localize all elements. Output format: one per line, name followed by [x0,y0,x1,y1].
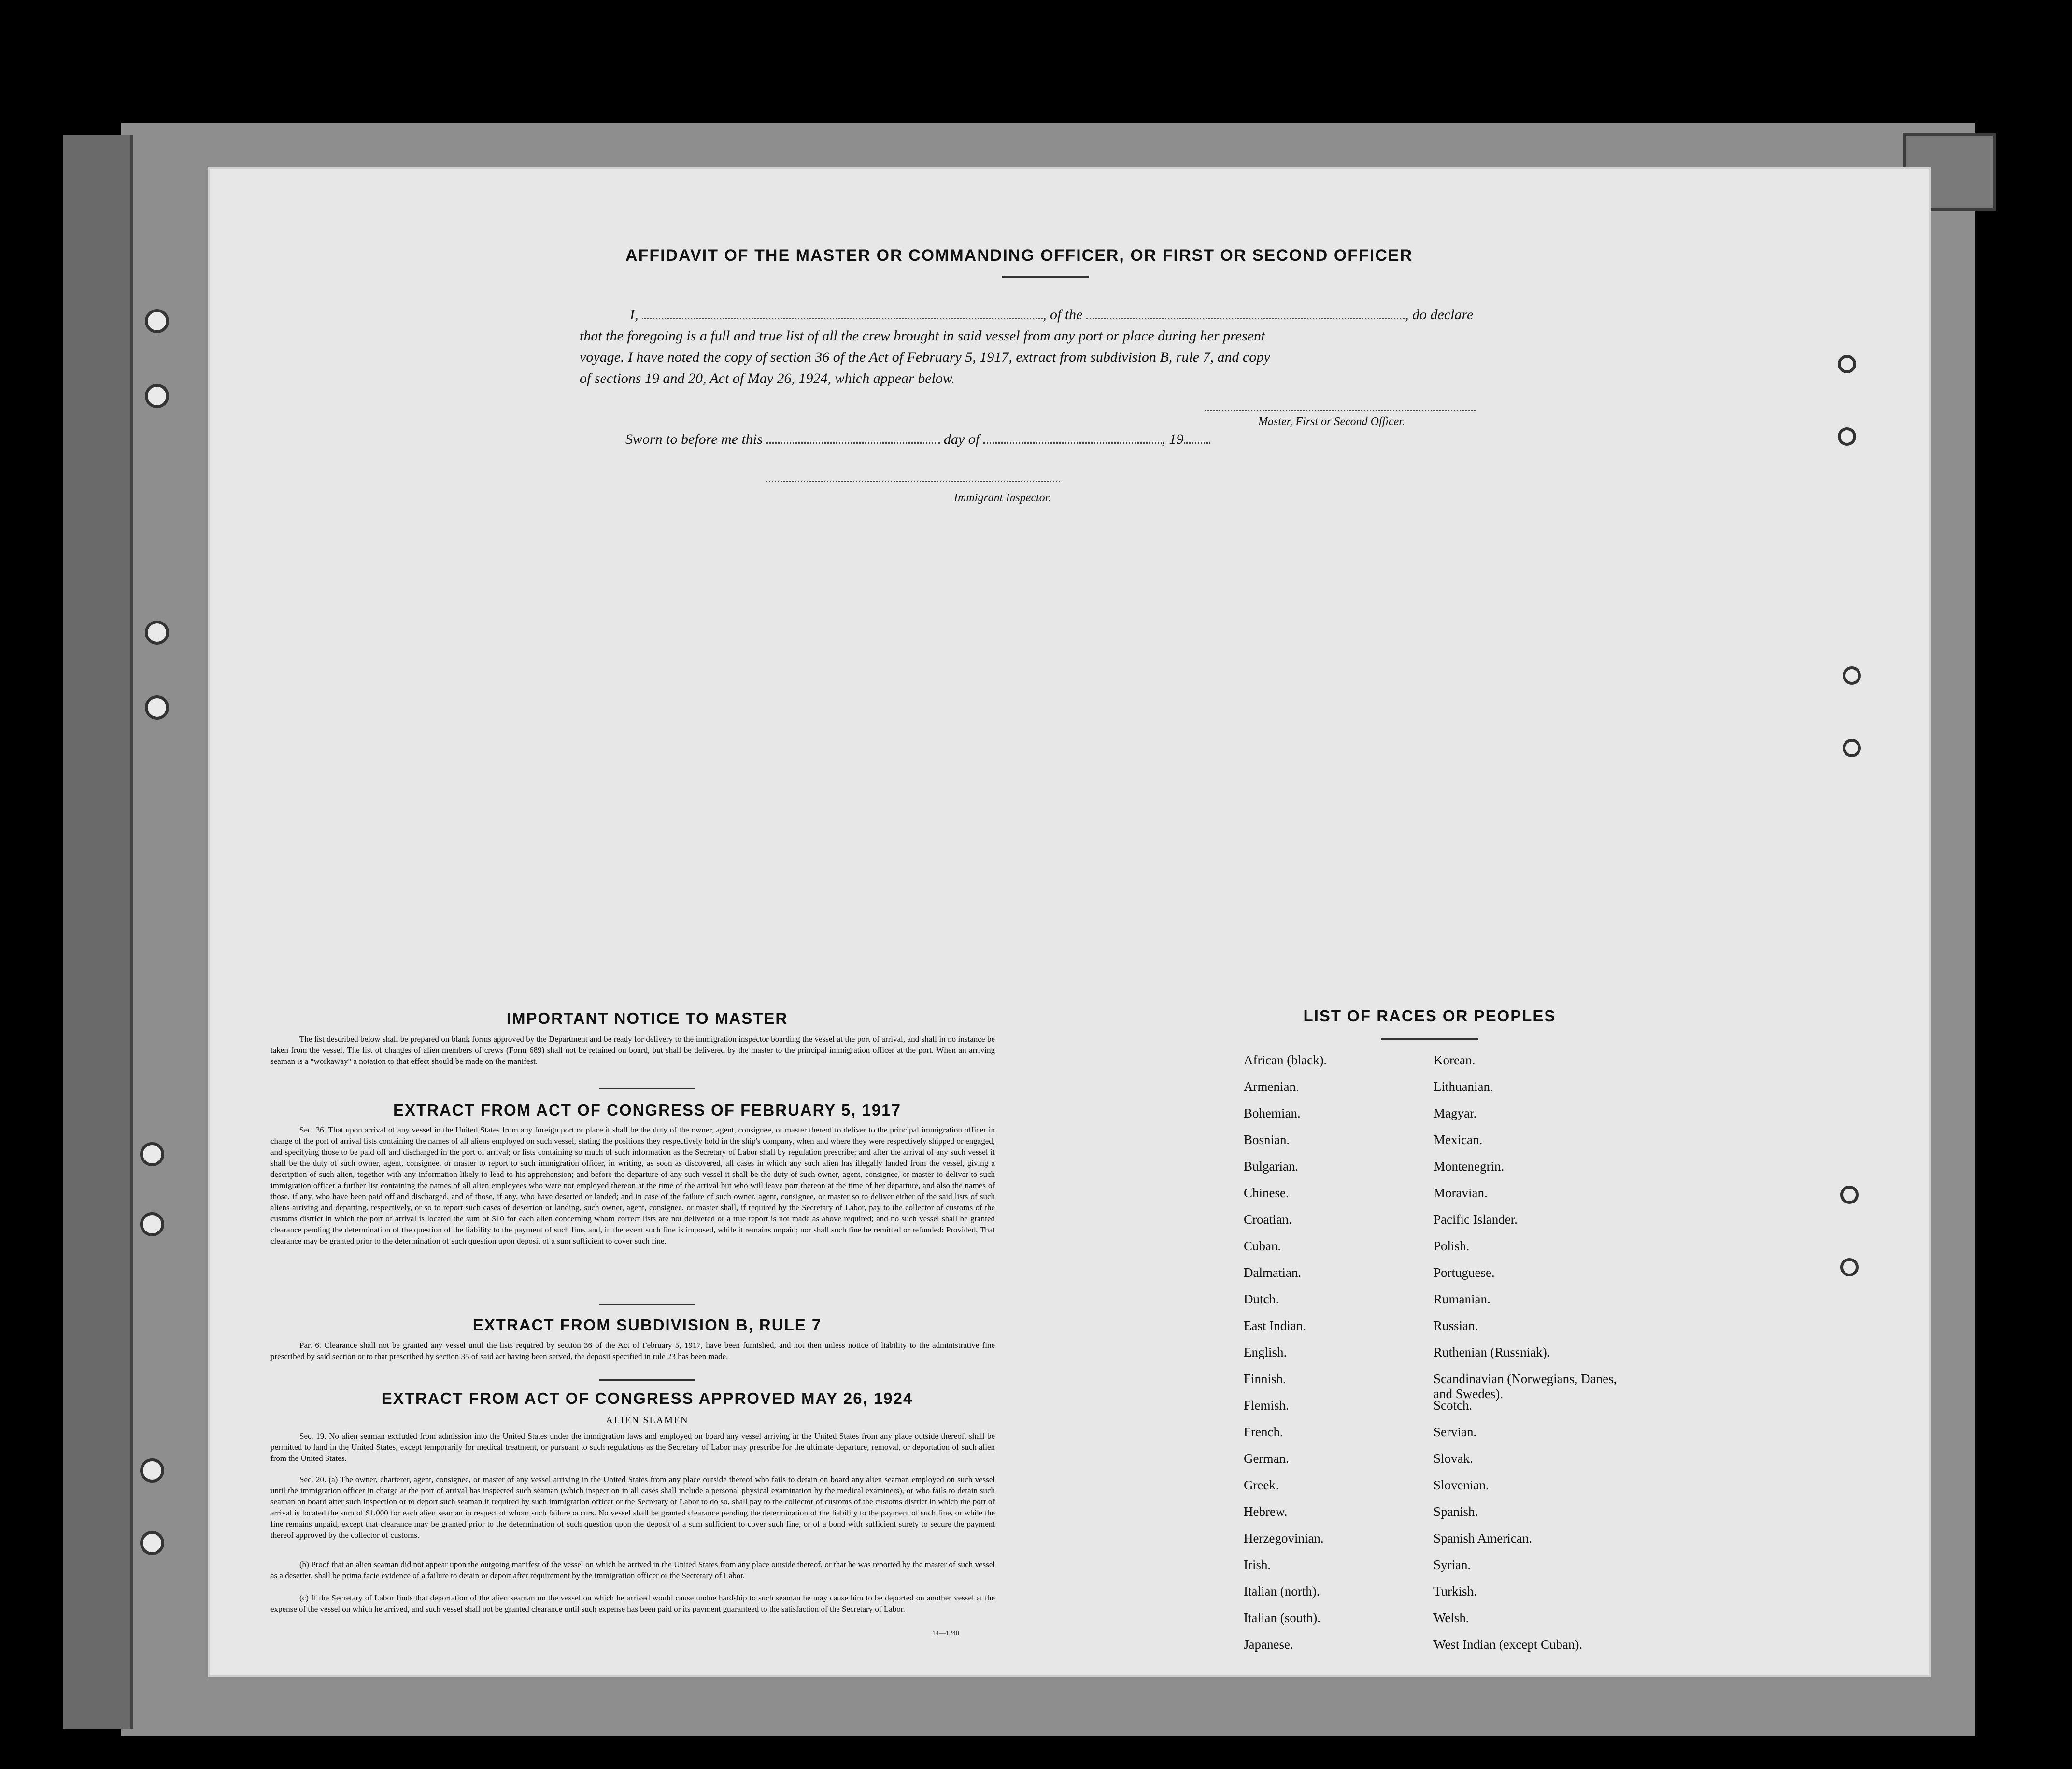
punch-hole [1838,427,1856,446]
race-item: Cuban. [1244,1239,1281,1253]
race-item: Ruthenian (Russniak). [1433,1345,1550,1359]
race-item: Bosnian. [1244,1132,1290,1147]
sworn-label: Sworn to before me this [625,431,763,447]
race-item: Chinese. [1244,1186,1289,1200]
punch-hole [145,309,169,333]
race-item: Irish. [1244,1557,1271,1572]
race-item: Flemish. [1244,1398,1289,1413]
affidavit-body [580,304,1517,389]
race-item: Greek. [1244,1478,1279,1492]
master-signature-line[interactable] [1205,410,1476,411]
affidavit-line-4: of sections 19 and 20, Act of May 26, 1924, which appear below. [580,370,955,386]
race-item: Japanese. [1244,1637,1293,1652]
alien-seamen-subtitle: ALIEN SEAMEN [606,1415,689,1426]
race-item: Mexican. [1433,1132,1483,1147]
affidavit-line-2: that the foregoing is a full and true list of all the crew brought in said vessel from any port or place during her present [580,328,1265,344]
race-item: East Indian. [1244,1318,1306,1333]
sec20c-text: (c) If the Secretary of Labor finds that deportation of the alien seaman on the vessel on which he arrived would cause undue hardship to such seaman he may cause him to be deported on another vessel at the expense of the vessel on which he arrived, and such vessel shall not be granted clearance until such expense has been paid or its payment guaranteed to the satisfaction of the Secretary of Labor. [270,1593,995,1613]
inspector-signature-line[interactable] [766,481,1060,482]
punch-hole [1843,666,1861,685]
race-item: Bohemian. [1244,1106,1301,1120]
race-item: Finnish. [1244,1372,1286,1386]
punch-hole [1843,739,1861,757]
affidavit-of-the: , of the [1043,307,1083,323]
punch-hole [1838,355,1856,373]
race-item: Welsh. [1433,1611,1469,1625]
punch-hole [145,695,169,720]
race-item: Portuguese. [1433,1265,1495,1280]
sec19-text: Sec. 19. No alien seaman excluded from admission into the United States under the immigration laws and employed on board any vessel arriving in the United States from any place outside thereof, shall be permitted to land in the United States, except temporarily for medical treatment, or pursuant to such regulations as the Secretary of Labor may prescribe for the ultimate departure, removal, or deportation of such alien from the United States. [270,1431,995,1463]
sworn-date-blank[interactable] [766,442,940,444]
binder-hole [38,637,61,661]
race-item: English. [1244,1345,1287,1359]
race-item: Scandinavian (Norwegians, Danes, and Swedes). [1433,1372,1617,1401]
divider [1381,1038,1478,1040]
affidavit-i: I, [630,307,639,323]
affidavit-line-3: voyage. I have noted the copy of section 36 of the Act of February 5, 1917, extract from subdivision B, rule 7, and copy [580,349,1270,365]
race-item: Scotch. [1433,1398,1473,1413]
races-column-2 [1433,1053,1636,1664]
race-item: Moravian. [1433,1186,1488,1200]
race-item: Armenian. [1244,1079,1299,1094]
race-item: Korean. [1433,1053,1476,1067]
sec20b-text: (b) Proof that an alien seaman did not appear upon the outgoing manifest of the vessel on which he arrived in the United States from any place outside thereof, or that he was reported by the master of such vessel as a deserter, shall be prima facie evidence of a failure to detain or deport after requirement by the immigration officer or the Secretary of Labor. [270,1560,995,1580]
race-item: Croatian. [1244,1212,1292,1227]
binder-hole [38,391,61,414]
notice-title: IMPORTANT NOTICE TO MASTER [506,1009,788,1027]
race-item: African (black). [1244,1053,1327,1067]
race-item: Herzegovinian. [1244,1531,1324,1545]
name-blank[interactable] [642,318,1043,319]
punch-hole [140,1531,164,1555]
punch-hole [140,1142,164,1166]
form-number: 14—1240 [932,1630,959,1637]
race-item: Magyar. [1433,1106,1477,1120]
divider [1002,276,1089,278]
binder-hole [38,705,61,728]
affidavit-declare: , do declare [1405,307,1474,323]
race-item: Slovenian. [1433,1478,1489,1492]
race-item: Pacific Islander. [1433,1212,1518,1227]
sworn-month-blank[interactable] [983,442,1162,444]
race-item: Turkish. [1433,1584,1477,1599]
punch-hole [1840,1186,1859,1204]
divider [599,1379,695,1381]
race-item: Montenegrin. [1433,1159,1504,1174]
race-item: Dutch. [1244,1292,1279,1306]
binder-hole [38,319,61,342]
binder-strip [63,135,133,1729]
punch-hole [140,1458,164,1483]
sworn-year-blank[interactable] [1184,442,1210,444]
race-item: Spanish American. [1433,1531,1532,1545]
race-item: German. [1244,1451,1289,1466]
divider [599,1088,695,1089]
rule7-text: Par. 6. Clearance shall not be granted any vessel until the lists required by section 36 of the Act of February 5, 1917, have been furnished, and not then unless notice of liability to the administrative fine prescribed by said section or to that prescribed by section 35 of said act having been served, the deposit specified in rule 23 has been made. [270,1341,995,1361]
punch-hole [145,384,169,408]
race-item: Polish. [1433,1239,1470,1253]
rule7-title: EXTRACT FROM SUBDIVISION B, RULE 7 [472,1316,822,1334]
races-title: LIST OF RACES OR PEOPLES [1303,1007,1556,1025]
race-item: Slovak. [1433,1451,1473,1466]
master-signature-label: Master, First or Second Officer. [1258,415,1405,428]
race-item: Dalmatian. [1244,1265,1302,1280]
race-item: Rumanian. [1433,1292,1490,1306]
race-item: Syrian. [1433,1557,1471,1572]
races-column-1 [1244,1053,1418,1664]
extract-1924-title: EXTRACT FROM ACT OF CONGRESS APPROVED MAY 26, 1924 [381,1389,913,1407]
race-item: Bulgarian. [1244,1159,1299,1174]
divider [599,1304,695,1305]
race-item: Servian. [1433,1425,1477,1439]
punch-hole [1840,1258,1859,1276]
race-item: West Indian (except Cuban). [1433,1637,1583,1652]
inspector-label: Immigrant Inspector. [954,492,1051,504]
race-item: Italian (north). [1244,1584,1320,1599]
year-label: , 19 [1162,431,1184,447]
sec20a-text: Sec. 20. (a) The owner, charterer, agent, consignee, or master of any vessel arriving in the United States from any place outside thereof who fails to detain on board any alien seaman employed on such vessel until the immigration officer in charge at the port of arrival has inspected such seaman (which inspection in all cases shall include a personal physical examination by the medical examiners), or who fails to detain such seaman on board after such inspection or to deport such seaman if required by such immigration officer or the Secretary of Labor to do so, shall pay to the collector of customs of the customs district in which the port of arrival is located the sum of $1,000 for each alien seaman in respect of whom such failure occurs. No vessel shall be granted clearance pending the determination of the liability to the payment of such fine, or while the fine remains unpaid, except that clearance may be granted prior to the determination of such question upon the deposit of a sum sufficient to cover such fine, or of a bond with sufficient surety to secure the payment thereof approved by the collector of customs. [270,1475,995,1540]
race-item: French. [1244,1425,1283,1439]
race-item: Spanish. [1433,1504,1478,1519]
punch-hole [140,1212,164,1236]
race-item: Italian (south). [1244,1611,1320,1625]
race-item: Hebrew. [1244,1504,1288,1519]
affidavit-title: AFFIDAVIT OF THE MASTER OR COMMANDING OFFICER, OR FIRST OR SECOND OFFICER [625,246,1413,265]
notice-text: The list described below shall be prepared on blank forms approved by the Department and be ready for delivery to the immigration inspector boarding the vessel at the port of arrival, and shall in no instance be taken from the vessel. The list of changes of alien members of crews (Form 689) shall not be retained on board, but shall be delivered by the master to the principal immigration officer at the port. When an arriving seaman is a "workaway" a notation to that effect should be made on the manifest. [270,1034,995,1066]
race-item: Russian. [1433,1318,1478,1333]
extract-1917-title: EXTRACT FROM ACT OF CONGRESS OF FEBRUARY 5, 1917 [393,1101,901,1119]
vessel-blank[interactable] [1086,318,1405,319]
punch-hole [145,621,169,645]
extract-1917-text: Sec. 36. That upon arrival of any vessel in the United States from any foreign port or place it shall be the duty of the owner, agent, consignee, or master thereof to deliver to the principal immigration officer in charge of the port of arrival lists containing the names of all aliens employed on such vessel, stating the positions they respectively hold in the ship's company, when and where they were respectively shipped or engaged, and specifying those to be paid off and discharged in the port of arrival; or lists containing so much of such information as the Secretary of Labor shall by regulation prescribe; and after the arrival of any such vessel it shall be the duty of such owner, agent, consignee, or master to report to such immigration officer, in writing, as soon as discovered, all cases in which any such alien has illegally landed from the vessel, giving a description of such alien, together with any information likely to lead to his apprehension; and before the departure of any such vessel it shall be the duty of such owner, agent, consignee, or master to deliver to such immigration officer a further list containing the names of all alien employees who were not employed thereon at the time of the arrival but who will leave port thereon at the time of her departure, and also the names of those, if any, who have been paid off and discharged, and of those, if any, who have deserted or landed; and in case of the failure of such owner, agent, consignee, or master so to deliver either of the said lists of such aliens arriving and departing, respectively, or so to report such cases of desertion or landing, such owner, agent, consignee, or master shall, if required by the Secretary of Labor, pay to the collector of customs of the customs district in which the port of arrival is located the sum of $10 for each alien concerning whom correct lists are not delivered or a true report is not made as above required; and no such vessel shall be granted clearance pending the determination of the question of the liability to the payment of such fine, and, in the event such fine is imposed, while it remains unpaid; nor shall such fine be remitted or refunded: Provided, That clearance may be granted prior to the determination of such question upon deposit of a sum sufficient to cover such fine. [270,1125,995,1245]
race-item: Lithuanian. [1433,1079,1493,1094]
sworn-line [625,431,1210,448]
day-of-label: day of [943,431,980,447]
